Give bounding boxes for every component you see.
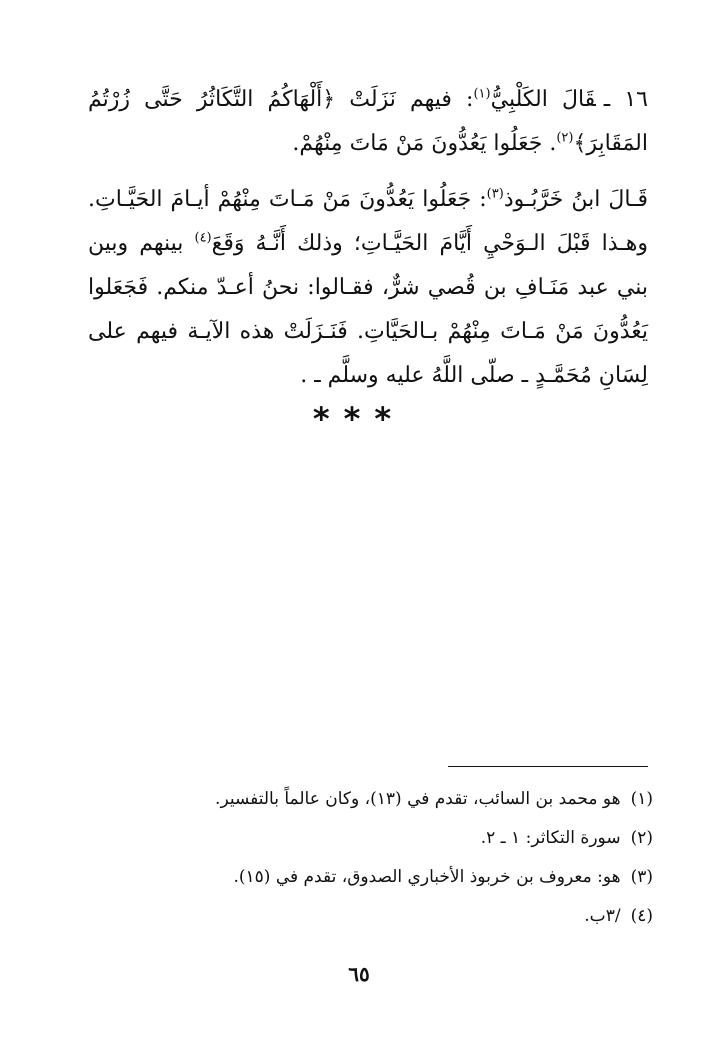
footnote-ref: (٣): [486, 186, 504, 202]
main-text: [88, 78, 648, 398]
footnote-number: (٤): [630, 906, 653, 926]
footnote-text: /٣ب.: [584, 906, 621, 926]
page-number: ٦٥: [348, 962, 370, 986]
paragraph-text: : جَعَلُوا يَعُدُّونَ مَنْ مَـاتَ مِنْهُمْ أيـامَ الحَيَّـاتِ. وهـذا قَبْلَ الـوَحْيِ أَيَّامَ الحَيَّـاتِ؛ وذلك أَنَّـهُ وَقَعَ: [88, 187, 648, 256]
footnote-3: [88, 864, 653, 891]
paragraph-text: قَـالَ ابنُ خَرَّبُـوذ: [503, 187, 649, 212]
footnote-ref: (٢): [556, 130, 574, 146]
paragraph-ibn-kharrabudh: [88, 178, 648, 398]
footnotes: [88, 786, 653, 942]
footnote-number: (٢): [630, 828, 653, 848]
footnote-2: [88, 825, 653, 852]
footnote-ref: (٤): [194, 230, 212, 246]
paragraph-text: : فيهم نَزَلَتْ ﴿أَلْهَاكُمُ التَّكَاثُرُ حَتَّى زُرْتُمُ المَقَابِرَ﴾: [88, 87, 648, 156]
entry-number: ١٦ ـ: [603, 87, 648, 112]
section-separator: ***: [312, 400, 406, 438]
footnote-text: هو: معروف بن خربوذ الأخباري الصدوق، تقدم في (١٥).: [233, 867, 621, 887]
footnote-1: [88, 786, 653, 813]
paragraph-16: [88, 78, 648, 166]
footnote-number: (٣): [630, 867, 653, 887]
paragraph-text: قَالَ الكَلْبِيُّ: [490, 87, 596, 112]
footnote-text: سورة التكاثر: ١ ـ ٢.: [480, 828, 621, 848]
footnote-number: (١): [630, 789, 653, 809]
paragraph-text: بينهم وبين بني عبد مَنَـافِ بن قُصي شرٌّ، فقـالوا: نحنُ أعـدّ منكم. فَجَعَلوا يَعُدُّونَ مَنْ مَـاتَ مِنْهُمْ بـالحَيَّاتِ. فَنَـزَلَتْ هذه الآيـة فيهم على لِسَانِ مُحَمَّـدٍ ـ صلّى اللَّهُ عليه وسلَّم ـ .: [88, 231, 648, 388]
footnote-divider: [448, 766, 648, 767]
footnote-ref: (١): [473, 86, 491, 102]
paragraph-text: . جَعَلُوا يَعُدُّونَ مَنْ مَاتَ مِنْهُمْ.: [292, 131, 557, 156]
footnote-4: [88, 903, 653, 930]
footnote-text: هو محمد بن السائب، تقدم في (١٣)، وكان عالماً بالتفسير.: [215, 789, 621, 809]
